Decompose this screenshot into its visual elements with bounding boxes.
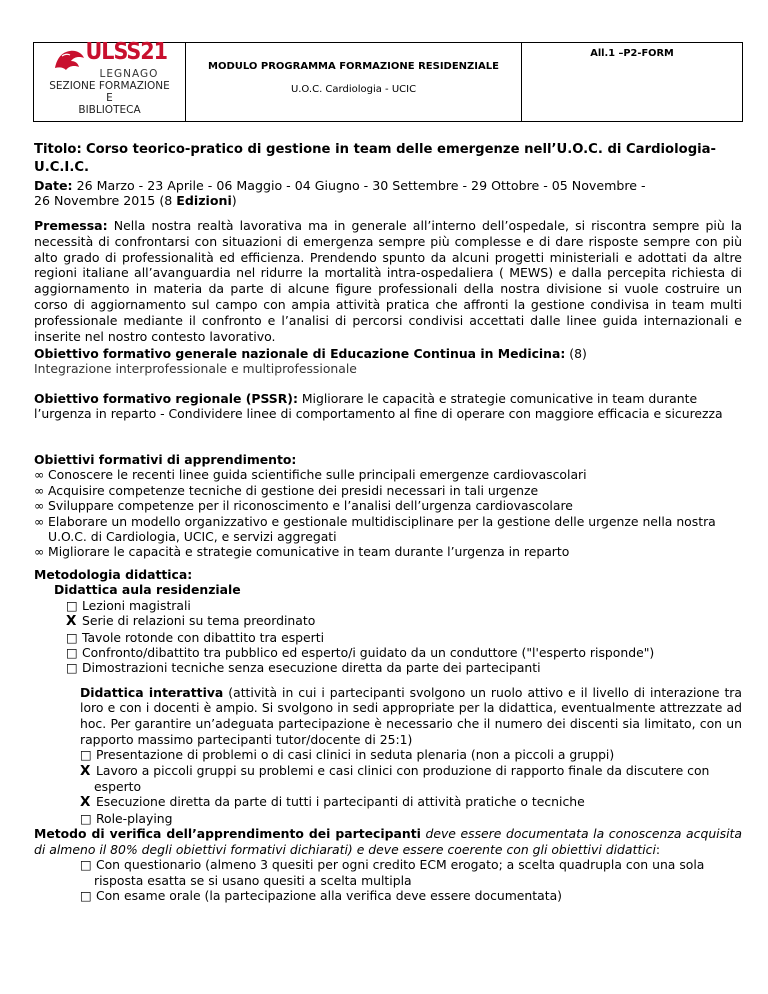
interattiva-option — [80, 763, 742, 795]
option-text: Role-playing — [95, 810, 173, 826]
module-cell — [186, 43, 522, 121]
verifica-options — [34, 857, 742, 903]
list-item-text: Sviluppare competenze per il riconoscimento e l’analisi dell’urgenza cardiovascolare — [48, 498, 573, 514]
logo-cell — [34, 39, 186, 121]
premessa-label: Premessa: — [34, 218, 108, 233]
title-text-1: Corso teorico-pratico di gestione in team delle emergenze nell’U.O.C. di Cardiologia- — [85, 142, 717, 157]
editions-label: Edizioni — [176, 193, 232, 209]
option-text: Serie di relazioni su tema preordinato — [81, 613, 316, 629]
interattiva-label: Didattica interattiva — [80, 684, 224, 700]
ulss-logo — [50, 39, 170, 80]
option-text: Esecuzione diretta da parte di tutti i partecipanti di attività pratiche o tecniche — [95, 794, 585, 810]
list-item-text: Acquisire competenze tecniche di gestione dei presidi necessari in tali urgenze — [48, 482, 539, 498]
obiettivo-regionale-block — [34, 391, 742, 422]
checkbox-icon: □ — [66, 629, 78, 645]
metodologia-label: Metodologia didattica: — [34, 567, 193, 582]
aula-label: Didattica aula residenziale — [54, 582, 241, 598]
checked-mark-icon: X — [80, 794, 91, 811]
date-text-1: 26 Marzo - 23 Aprile - 06 Maggio - 04 Giugno - 30 Settembre - 29 Ottobre - 05 Novembre - — [76, 178, 646, 193]
verifica-text: deve essere documentata la conoscenza acquisita di almeno il 80% degli obiettivi formativi dichiarati) e deve essere coerente con gli obiettivi didattici — [34, 826, 742, 857]
obiettivo-regionale-text: Migliorare le capacità e strategie comunicative in team durante l’urgenza in reparto - Condividere linee di comportamento al fine di operare con maggiore efficacia e sicurezza — [34, 391, 723, 422]
option-text: Presentazione di problemi o di casi clinici in seduta plenaria (non a piccoli a gruppi) — [95, 747, 615, 763]
section-name — [34, 80, 185, 116]
lion-icon — [52, 48, 86, 72]
checkbox-icon: □ — [66, 645, 78, 661]
date-text-2a: 26 Novembre 2015 (8 — [34, 193, 177, 209]
metodologia-block — [34, 567, 742, 826]
logo-name: ULSS21 — [85, 39, 168, 65]
aula-option — [66, 613, 742, 629]
obiettivo-nazionale-text: Integrazione interprofessionale e multiprofessionale — [34, 361, 357, 377]
interattiva-block — [34, 685, 742, 747]
list-item — [34, 483, 742, 498]
premessa-block — [34, 218, 742, 344]
checked-mark-icon: X — [66, 613, 77, 630]
aula-option — [66, 645, 742, 660]
code-cell — [522, 43, 742, 121]
list-item-text: Conoscere le recenti linee guida scientifiche sulle principali emergenze cardiovascolari — [48, 467, 587, 483]
logo-sub: LEGNAGO — [99, 68, 159, 80]
option-text: Confronto/dibattito tra pubblico ed esperto/i guidato da un conduttore ("l'esperto risponde") — [81, 645, 655, 661]
interattiva-option — [80, 794, 742, 810]
unit-name: U.O.C. Cardiologia - UCIC — [290, 84, 417, 95]
option-text: Con esame orale (la partecipazione alla verifica deve essere documentata) — [95, 888, 563, 903]
document-code: All.1 –P2-FORM — [590, 48, 674, 59]
aula-option — [66, 660, 742, 675]
verifica-label: Metodo di verifica dell’apprendimento dei partecipanti — [34, 826, 421, 841]
infinity-bullet-icon: ∞ — [34, 467, 45, 483]
checkbox-icon: □ — [80, 747, 92, 763]
title-block — [34, 141, 742, 177]
checkbox-icon: □ — [80, 857, 92, 873]
premessa-text: Nella nostra realtà lavorativa ma in generale all’interno dell’ospedale, si riscontra sempre più la necessità di confrontarsi con situazioni di emergenza sempre più complesse e di dare risposte sempre con più alto grado di professionalità ed efficienza. Prendendo spunto da alcuni progetti ministeriali e adottati da altre regioni italiane all’avanguardia nel ridurre la mortalità intra-ospedaliera ( MEWS) e dalla percepita richiesta di aggiornamento in materia da parte di alcune figure professionali della nostra divisione si vuole costruire un corso di aggiornamento sul campo con ampia attività pratica che affronti la gestione condivisa in team multi professionale mediante il confronto e l’analisi di percorsi condivisi accettati dalle linee guida internazionali e inserite nel nostro contesto lavorativo. — [34, 218, 742, 344]
checkbox-icon: □ — [66, 660, 78, 676]
checkbox-icon: □ — [80, 888, 92, 903]
module-title: MODULO PROGRAMMA FORMAZIONE RESIDENZIALE — [208, 61, 499, 72]
list-item — [34, 467, 742, 482]
section-line-3: BIBLIOTECA — [78, 104, 141, 116]
obiettivi-apprendimento-block — [34, 452, 742, 560]
interattiva-options — [34, 747, 742, 826]
header-table — [33, 39, 743, 122]
option-text: Con questionario (almeno 3 quesiti per ogni credito ECM erogato; a scelta quadrupla con una sola risposta esatta se si usano quesiti a scelta multipla — [94, 857, 705, 888]
section-line-2: E — [106, 92, 113, 104]
date-block — [34, 178, 742, 209]
checkbox-icon: □ — [66, 597, 78, 613]
date-label: Date: — [34, 178, 73, 193]
title-text-2: U.C.I.C. — [34, 160, 90, 175]
obiettivo-nazionale-code: (8) — [569, 346, 587, 361]
date-text-2c: ) — [231, 193, 237, 209]
section-line-1: SEZIONE FORMAZIONE — [49, 80, 170, 92]
option-text: Tavole rotonde con dibattito tra esperti — [81, 629, 325, 645]
infinity-bullet-icon: ∞ — [34, 544, 45, 560]
list-item-text: Elaborare un modello organizzativo e gestionale multidisciplinare per la gestione delle urgenze nella nostra U.O.C. di Cardiologia, UCIC, e servizi aggregati — [48, 513, 716, 545]
list-item — [34, 498, 742, 513]
title-label: Titolo: — [34, 142, 82, 157]
verifica-option — [80, 857, 742, 888]
infinity-bullet-icon: ∞ — [34, 513, 45, 529]
obiettivi-apprendimento-label: Obiettivi formativi di apprendimento: — [34, 452, 297, 467]
interattiva-option — [80, 747, 742, 762]
checked-mark-icon: X — [80, 762, 91, 779]
option-text: Dimostrazioni tecniche senza esecuzione diretta da parte dei partecipanti — [81, 660, 541, 676]
infinity-bullet-icon: ∞ — [34, 482, 45, 498]
obiettivo-regionale-label: Obiettivo formativo regionale (PSSR): — [34, 391, 298, 406]
interattiva-text: (attività in cui i partecipanti svolgono un ruolo attivo e il livello di interazione tra loro e con i docenti è ampio. Si svolgono in sedi appropriate per la didattica, eventualmente attrezzate ad hoc. Per garantire un’adeguata partecipazione è necessario che il numero dei discenti sia limitato, con un rapporto massimo partecipanti tutor/docente di 25:1) — [80, 684, 742, 747]
obiettivi-list — [34, 467, 742, 559]
list-item — [34, 514, 742, 545]
aula-option — [66, 630, 742, 645]
verifica-colon: : — [655, 841, 661, 857]
aula-option — [66, 598, 742, 613]
list-item — [34, 544, 742, 559]
obiettivo-nazionale-block — [34, 346, 742, 377]
checkbox-icon: □ — [80, 810, 92, 826]
obiettivo-nazionale-label: Obiettivo formativo generale nazionale di Educazione Continua in Medicina: — [34, 346, 566, 361]
option-text: Lezioni magistrali — [81, 597, 191, 613]
interattiva-option — [80, 811, 742, 826]
aula-options — [34, 598, 742, 676]
infinity-bullet-icon: ∞ — [34, 498, 45, 514]
option-text: Lavoro a piccoli gruppi su problemi e casi clinici con produzione di rapporto finale da discutere con esperto — [94, 762, 710, 795]
verifica-block — [34, 826, 742, 903]
verifica-option — [80, 888, 742, 903]
list-item-text: Migliorare le capacità e strategie comunicative in team durante l’urgenza in reparto — [48, 544, 570, 560]
